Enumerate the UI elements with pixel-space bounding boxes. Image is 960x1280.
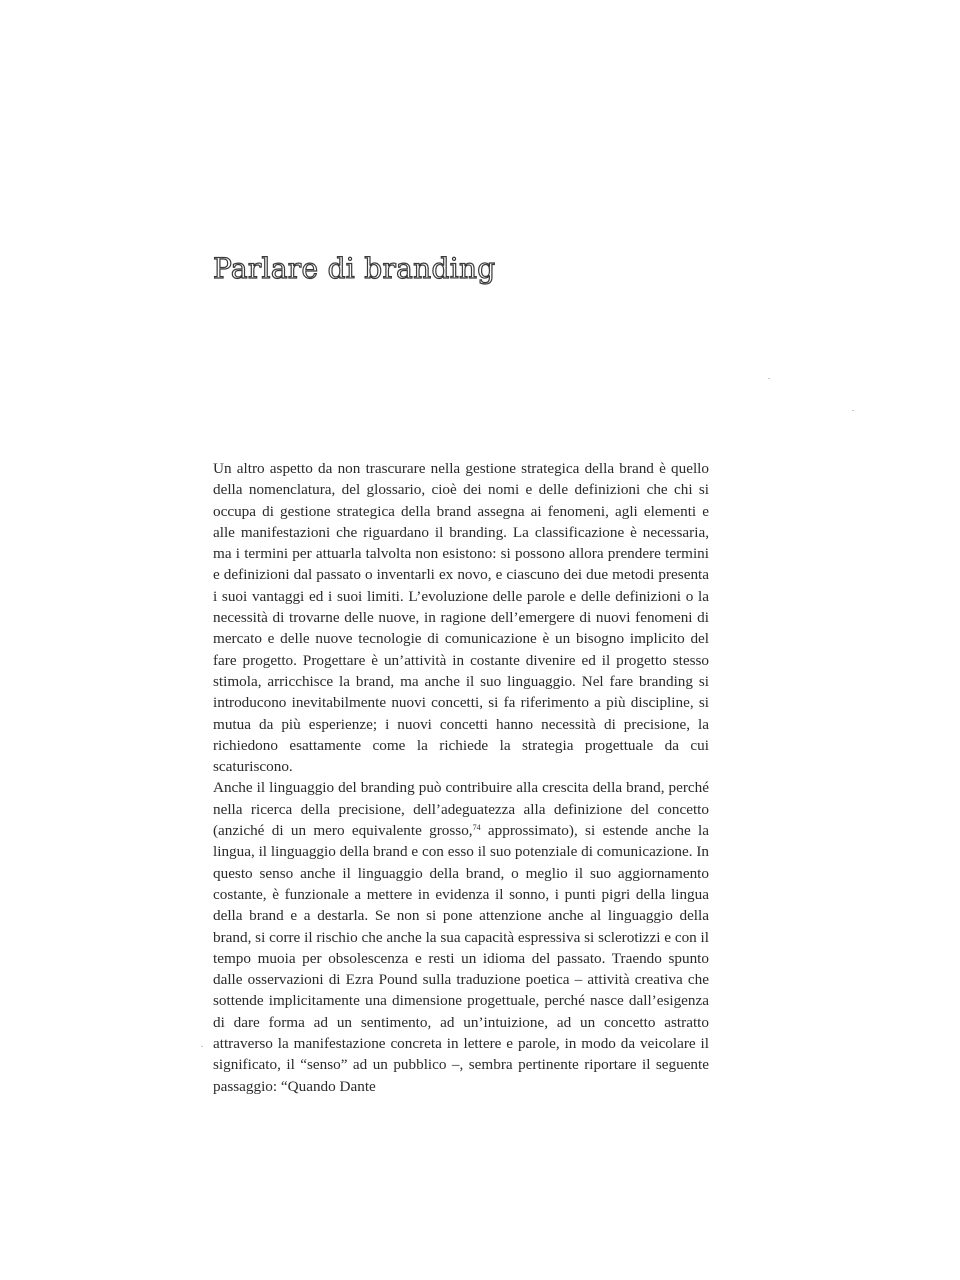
paragraph-2 <box>213 777 709 1096</box>
body-text <box>213 458 709 1097</box>
scan-speck <box>852 410 854 411</box>
paragraph-1: Un altro aspetto da non trascurare nella gestione strategica della brand è quello della nomenclatura, del glossario, cioè dei nomi e delle definizioni che chi si occupa di gestione strategica della brand assegna ai fenomeni, agli elementi e alle manifestazioni che riguardano il branding. La classificazione è necessaria, ma i termini per attuarla talvolta non esistono: si possono allora prendere termini e definizioni dal passato o inventarli ex novo, e ciascuno dei due metodi presenta i suoi vantaggi ed i suoi limiti. L’evoluzione delle parole e delle definizioni o la necessità di trovarne delle nuove, in ragione dell’emergere di nuovi fenomeni di mercato e delle nuove tecnologie di comunicazione è un bisogno implicito del fare progetto. Progettare è un’attività in costante divenire ed il progetto stesso stimola, arricchisce la brand, ma anche il suo linguaggio. Nel fare branding si introducono inevitabilmente nuovi concetti, si fa riferimento a più discipline, si mutua da più esperienze; i nuovi concetti hanno necessità di precisione, la richiedono esattamente come la richiede la strategia progettuale da cui scaturiscono. <box>213 460 709 776</box>
footnote-reference: 74 <box>472 823 481 833</box>
paragraph-2-text-before-note: Anche il linguaggio del branding può contribuire alla crescita della brand, perché nella ricerca della precisione, dell’adeguatezza alla definizione del concetto (anziché di un mero equivalente grosso, <box>213 779 709 840</box>
scan-speck <box>768 378 770 379</box>
paragraph-2-text-after-note: approssimato), si estende anche la lingua, il linguaggio della brand e con esso il suo potenziale di comunicazione. In questo senso anche il linguaggio della brand, o meglio il suo aggiornamento costante, è funzionale a mettere in evidenza il sonno, i punti pigri della lingua della brand e a destarla. Se non si pone attenzione anche al linguaggio della brand, si corre il rischio che anche la sua capacità espressiva si sclerotizzi e con il tempo muoia per obsolescenza e resti un idioma del passato. Traendo spunto dalle osservazioni di Ezra Pound sulla traduzione poetica – attività creativa che sottende implicitamente una dimensione progettuale, perché nasce dall’esigenza di dare forma ad un sentimento, ad un’intuizione, ad un concetto astratto attraverso la manifestazione concreta in lettere e parole, in modo da veicolare il significato, il “senso” ad un pubblico –, sembra pertinente riportare il seguente passaggio: “Quando Dante <box>213 822 710 1095</box>
chapter-title: Parlare di branding <box>213 252 496 285</box>
scan-speck <box>201 1046 203 1047</box>
